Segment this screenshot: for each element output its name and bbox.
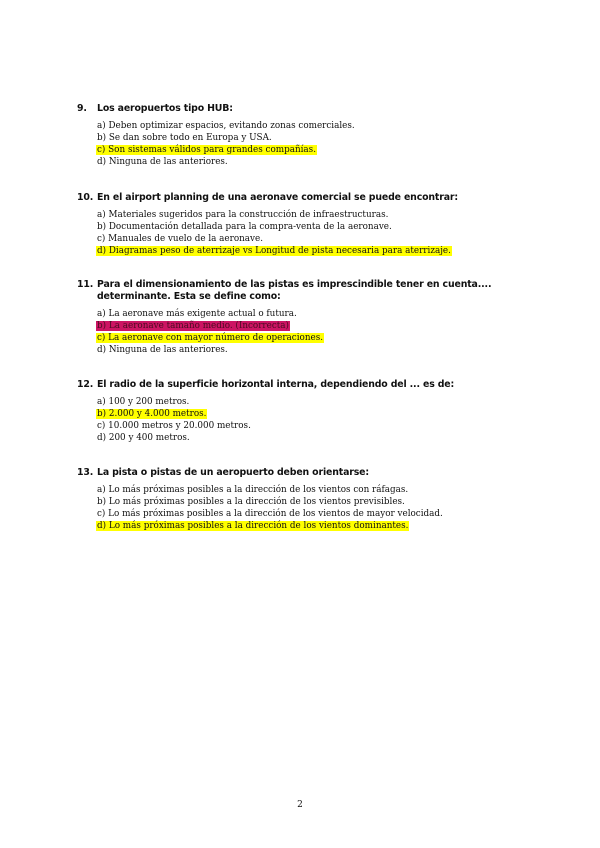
answer-b: b) Se dan sobre todo en Europa y USA.	[97, 133, 272, 143]
answer-d-highlighted: d) Diagramas peso de aterrizaje vs Longitud de pista necesaria para aterrizaje.	[97, 246, 451, 256]
question-heading	[77, 467, 547, 479]
question-number: 11.	[77, 279, 94, 290]
answer-b-highlighted: b) 2.000 y 4.000 metros.	[97, 409, 207, 419]
answer-d: d) Ninguna de las anteriores.	[97, 157, 228, 167]
answer-c-highlighted: c) La aeronave con mayor número de operaciones.	[97, 333, 324, 343]
question-10	[77, 192, 547, 257]
question-11	[77, 279, 547, 356]
answer-list	[96, 120, 547, 168]
answer-b: b) Lo más próximas posibles a la dirección de los vientos previsibles.	[97, 497, 405, 507]
answer-a: a) Deben optimizar espacios, evitando zonas comerciales.	[97, 121, 355, 131]
question-number: 12.	[77, 379, 94, 390]
answer-c: c) Manuales de vuelo de la aeronave.	[97, 234, 264, 244]
question-12	[77, 379, 547, 444]
answer-a: a) Materiales sugeridos para la construcción de infraestructuras.	[97, 210, 389, 220]
answer-c-highlighted: c) Son sistemas válidos para grandes compañías.	[97, 145, 316, 155]
answer-d: d) 200 y 400 metros.	[97, 433, 190, 443]
answer-d: d) Ninguna de las anteriores.	[97, 345, 228, 355]
answer-c: c) 10.000 metros y 20.000 metros.	[97, 421, 251, 431]
answer-b: b) Documentación detallada para la compra-venta de la aeronave.	[97, 222, 392, 232]
answer-a: a) Lo más próximas posibles a la dirección de los vientos con ráfagas.	[97, 485, 409, 495]
question-title: La pista o pistas de un aeropuerto deben orientarse:	[97, 467, 369, 478]
question-number: 13.	[77, 467, 94, 478]
question-heading	[77, 103, 547, 115]
question-title: En el airport planning de una aeronave comercial se puede encontrar:	[97, 192, 458, 203]
answer-a: a) 100 y 200 metros.	[97, 397, 190, 407]
answer-a: a) La aeronave más exigente actual o futura.	[97, 309, 297, 319]
question-number: 9.	[77, 103, 87, 114]
question-heading	[77, 279, 547, 303]
answer-d-highlighted: d) Lo más próximas posibles a la dirección de los vientos dominantes.	[97, 521, 409, 531]
answer-c: c) Lo más próximas posibles a la dirección de los vientos de mayor velocidad.	[97, 509, 443, 519]
answer-list	[96, 484, 547, 532]
question-9	[77, 103, 547, 168]
answer-list	[96, 209, 547, 257]
answer-list	[96, 396, 547, 444]
question-heading	[77, 192, 547, 204]
question-title: Los aeropuertos tipo HUB:	[97, 103, 233, 114]
answer-b-marked-incorrect: b) La aeronave tamaño medio. (Incorrecta)	[97, 321, 289, 331]
question-heading	[77, 379, 547, 391]
question-title: Para el dimensionamiento de las pistas es imprescindible tener en cuenta.... determinante. Esta se define como:	[97, 279, 492, 302]
question-13	[77, 467, 547, 532]
answer-list	[96, 308, 547, 356]
question-number: 10.	[77, 192, 94, 203]
page-number: 2	[297, 800, 303, 810]
question-title: El radio de la superficie horizontal interna, dependiendo del ... es de:	[97, 379, 455, 390]
